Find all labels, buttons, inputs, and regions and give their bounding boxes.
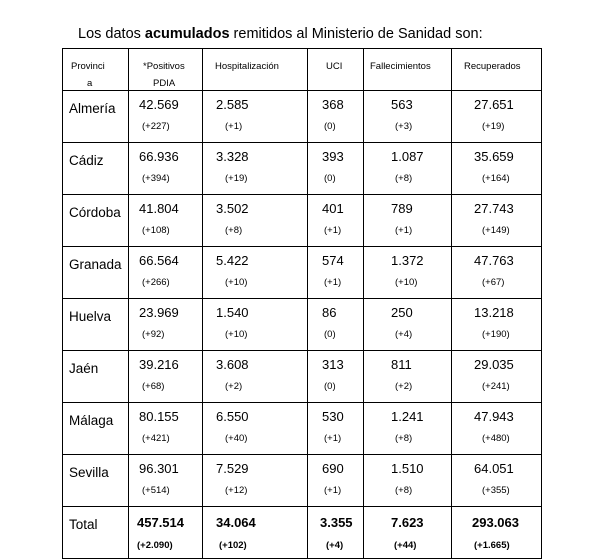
rec-cell: 27.743 (+149): [452, 195, 542, 247]
header-fallecimientos: Fallecimientos: [364, 49, 452, 91]
fall-cell: 1.372 (+10): [364, 247, 452, 299]
header-uci: UCI: [308, 49, 364, 91]
hosp-cell: 3.608 (+2): [203, 351, 308, 403]
fall-cell: 563 (+3): [364, 91, 452, 143]
table-row: [63, 143, 542, 195]
hosp-cell: 6.550 (+40): [203, 403, 308, 455]
total-fall-cell: 7.623 (+44): [364, 507, 452, 559]
positivos-cell: 39.216 (+68): [129, 351, 203, 403]
header-provincia: Provinci a: [63, 49, 129, 91]
hosp-cell: 3.328 (+19): [203, 143, 308, 195]
header-row: [63, 49, 542, 91]
data-table: [62, 48, 542, 559]
fall-cell: 789 (+1): [364, 195, 452, 247]
province-name: Málaga: [63, 403, 129, 455]
positivos-cell: 42.569 (+227): [129, 91, 203, 143]
intro-text: [78, 26, 483, 42]
hosp-cell: 1.540 (+10): [203, 299, 308, 351]
province-name: Córdoba: [63, 195, 129, 247]
uci-cell: 574 (+1): [308, 247, 364, 299]
province-name: Cádiz: [63, 143, 129, 195]
total-row: [63, 507, 542, 559]
province-name: Sevilla: [63, 455, 129, 507]
province-name: Huelva: [63, 299, 129, 351]
intro-pre: Los datos: [78, 26, 145, 42]
table-row: [63, 455, 542, 507]
rec-cell: 27.651 (+19): [452, 91, 542, 143]
table-row: [63, 299, 542, 351]
positivos-cell: 80.155 (+421): [129, 403, 203, 455]
total-positivos-cell: 457.514 (+2.090): [129, 507, 203, 559]
uci-cell: 393 (0): [308, 143, 364, 195]
positivos-cell: 96.301 (+514): [129, 455, 203, 507]
table-row: [63, 195, 542, 247]
total-label: Total: [63, 507, 129, 559]
fall-cell: 250 (+4): [364, 299, 452, 351]
header-hospitalizacion: Hospitalización: [203, 49, 308, 91]
total-rec-cell: 293.063 (+1.665): [452, 507, 542, 559]
header-positivos: *Positivos PDIA: [129, 49, 203, 91]
uci-cell: 313 (0): [308, 351, 364, 403]
province-name: Almería: [63, 91, 129, 143]
fall-cell: 811 (+2): [364, 351, 452, 403]
table-row: [63, 91, 542, 143]
hosp-cell: 5.422 (+10): [203, 247, 308, 299]
intro-post: remitidos al Ministerio de Sanidad son:: [229, 26, 483, 42]
uci-cell: 368 (0): [308, 91, 364, 143]
uci-cell: 530 (+1): [308, 403, 364, 455]
uci-cell: 690 (+1): [308, 455, 364, 507]
table-row: [63, 351, 542, 403]
hosp-cell: 3.502 (+8): [203, 195, 308, 247]
province-name: Granada: [63, 247, 129, 299]
rec-cell: 64.051 (+355): [452, 455, 542, 507]
hosp-cell: 7.529 (+12): [203, 455, 308, 507]
rec-cell: 29.035 (+241): [452, 351, 542, 403]
total-uci-cell: 3.355 (+4): [308, 507, 364, 559]
positivos-cell: 41.804 (+108): [129, 195, 203, 247]
table-row: [63, 403, 542, 455]
total-hosp-cell: 34.064 (+102): [203, 507, 308, 559]
rec-cell: 35.659 (+164): [452, 143, 542, 195]
table-row: [63, 247, 542, 299]
hosp-cell: 2.585 (+1): [203, 91, 308, 143]
header-recuperados: Recuperados: [452, 49, 542, 91]
positivos-cell: 66.936 (+394): [129, 143, 203, 195]
fall-cell: 1.087 (+8): [364, 143, 452, 195]
fall-cell: 1.241 (+8): [364, 403, 452, 455]
intro-bold: acumulados: [144, 26, 230, 42]
uci-cell: 86 (0): [308, 299, 364, 351]
fall-cell: 1.510 (+8): [364, 455, 452, 507]
rec-cell: 47.763 (+67): [452, 247, 542, 299]
province-name: Jaén: [63, 351, 129, 403]
rec-cell: 47.943 (+480): [452, 403, 542, 455]
positivos-cell: 23.969 (+92): [129, 299, 203, 351]
positivos-cell: 66.564 (+266): [129, 247, 203, 299]
uci-cell: 401 (+1): [308, 195, 364, 247]
rec-cell: 13.218 (+190): [452, 299, 542, 351]
